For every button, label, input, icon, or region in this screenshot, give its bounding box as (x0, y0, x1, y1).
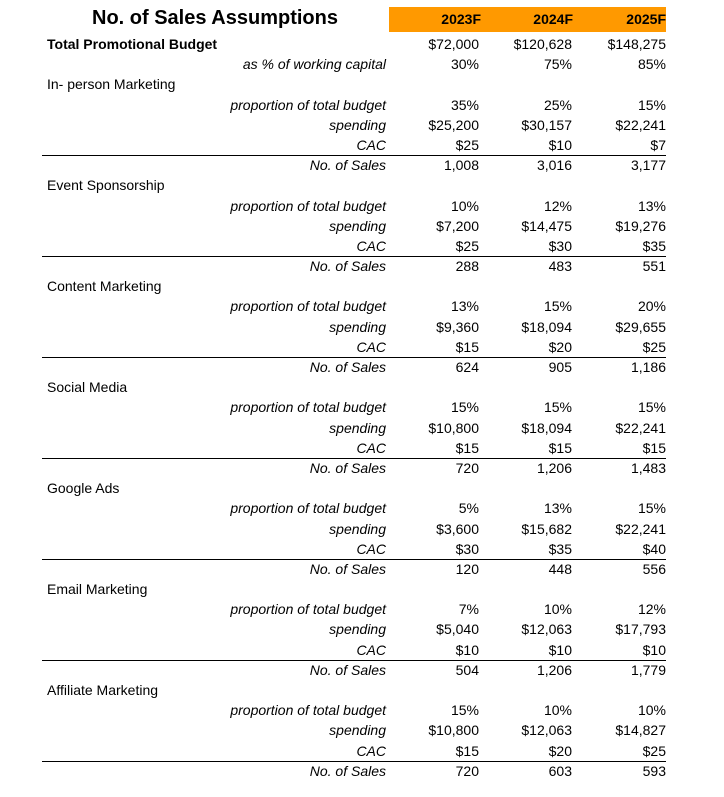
spending-value-2025F: $22,241 (615, 116, 666, 133)
section-header-row (0, 74, 724, 94)
cac-value-2025F: $15 (642, 439, 666, 456)
proportion-row (0, 196, 724, 216)
sales-label: No. of Sales (309, 359, 386, 375)
section-header-row (0, 377, 724, 397)
spending-value-2024F: $14,475 (521, 217, 572, 234)
pct-2023: 30% (450, 56, 479, 73)
cac-value-2023F: $10 (455, 641, 479, 658)
proportion-label: proportion of total budget (230, 399, 386, 416)
sales-value-2023F: 720 (455, 459, 479, 476)
cac-value-2025F: $7 (650, 136, 666, 153)
year-header-2023 (389, 7, 481, 32)
spending-label: spending (329, 116, 386, 133)
sales-value-2025F: 593 (642, 762, 666, 779)
sales-row (0, 761, 724, 781)
spending-value-2023F: $9,360 (436, 318, 479, 335)
year-2024-label: 2024F (533, 11, 573, 27)
spending-value-2023F: $25,200 (428, 116, 479, 133)
cac-value-2024F: $20 (548, 742, 572, 759)
proportion-value-2023F: 13% (450, 298, 479, 315)
spending-label: spending (329, 318, 386, 335)
sales-value-2025F: 3,177 (630, 157, 666, 174)
cac-value-2024F: $20 (548, 338, 572, 355)
cac-row (0, 539, 724, 559)
cac-value-2023F: $15 (455, 439, 479, 456)
sales-value-2023F: 1,008 (443, 157, 479, 174)
sales-label: No. of Sales (309, 560, 386, 577)
section-header-row (0, 478, 724, 498)
spending-value-2023F: $7,200 (436, 217, 479, 234)
section-name: Event Sponsorship (47, 177, 165, 194)
spending-value-2024F: $12,063 (521, 722, 572, 739)
spending-value-2023F: $5,040 (436, 621, 479, 638)
year-2025-label: 2025F (626, 11, 666, 27)
cac-value-2023F: $15 (455, 742, 479, 759)
section-name: Social Media (47, 379, 128, 396)
section-name: Google Ads (47, 480, 120, 497)
sales-label: No. of Sales (309, 661, 386, 678)
proportion-value-2025F: 12% (637, 601, 666, 618)
section-header-row (0, 680, 724, 700)
sales-value-2024F: 1,206 (536, 661, 572, 678)
cac-value-2024F: $15 (548, 439, 572, 456)
proportion-value-2024F: 15% (543, 298, 572, 315)
section-header-row (0, 276, 724, 296)
proportion-label: proportion of total budget (230, 702, 386, 719)
spending-label: spending (329, 520, 386, 537)
section-name: In- person Marketing (47, 76, 176, 93)
spending-value-2025F: $19,276 (615, 217, 666, 234)
cac-label: CAC (356, 237, 386, 254)
cac-value-2024F: $10 (548, 641, 572, 658)
cac-label: CAC (356, 136, 386, 153)
spending-row (0, 720, 724, 740)
spending-value-2023F: $10,800 (428, 419, 479, 436)
proportion-row (0, 498, 724, 518)
proportion-label: proportion of total budget (230, 197, 386, 214)
sales-value-2024F: 448 (548, 560, 572, 577)
total-budget-2023: $72,000 (428, 36, 479, 52)
pct-working-capital-row (0, 54, 724, 74)
cac-label: CAC (356, 439, 386, 456)
cac-value-2023F: $30 (455, 540, 479, 557)
spending-value-2024F: $18,094 (521, 318, 572, 335)
spending-row (0, 619, 724, 639)
section-name: Content Marketing (47, 278, 162, 295)
cac-row (0, 236, 724, 256)
spending-label: spending (329, 621, 386, 638)
proportion-label: proportion of total budget (230, 96, 386, 113)
sales-value-2025F: 1,483 (630, 459, 666, 476)
sales-row (0, 155, 724, 175)
proportion-value-2023F: 15% (450, 399, 479, 416)
sales-label: No. of Sales (309, 762, 386, 779)
proportion-value-2023F: 5% (458, 500, 479, 517)
proportion-value-2024F: 10% (543, 601, 572, 618)
proportion-value-2024F: 13% (543, 500, 572, 517)
cac-value-2025F: $10 (642, 641, 666, 658)
spending-value-2023F: $3,600 (436, 520, 479, 537)
proportion-value-2024F: 12% (543, 197, 572, 214)
spending-row (0, 418, 724, 438)
sales-value-2024F: 483 (548, 258, 572, 275)
proportion-row (0, 700, 724, 720)
cac-value-2025F: $25 (642, 338, 666, 355)
cac-label: CAC (356, 641, 386, 658)
sales-value-2023F: 720 (455, 762, 479, 779)
spending-row (0, 115, 724, 135)
sales-row (0, 660, 724, 680)
spending-value-2025F: $22,241 (615, 520, 666, 537)
sales-row (0, 256, 724, 276)
spending-value-2025F: $22,241 (615, 419, 666, 436)
sales-row (0, 458, 724, 478)
proportion-row (0, 95, 724, 115)
cac-value-2024F: $30 (548, 237, 572, 254)
cac-row (0, 337, 724, 357)
cac-value-2025F: $40 (642, 540, 666, 557)
proportion-value-2024F: 10% (543, 702, 572, 719)
spending-value-2024F: $12,063 (521, 621, 572, 638)
total-budget-2024: $120,628 (513, 36, 572, 52)
cac-value-2023F: $25 (455, 237, 479, 254)
sales-value-2025F: 551 (642, 258, 666, 275)
spending-label: spending (329, 722, 386, 739)
sales-value-2023F: 120 (455, 560, 479, 577)
pct-2024: 75% (543, 56, 572, 73)
cac-row (0, 135, 724, 155)
proportion-value-2023F: 10% (450, 197, 479, 214)
sales-row (0, 559, 724, 579)
spending-label: spending (329, 217, 386, 234)
sales-value-2023F: 504 (455, 661, 479, 678)
sales-value-2023F: 288 (455, 258, 479, 275)
total-budget-label: Total Promotional Budget (47, 36, 218, 52)
cac-value-2023F: $25 (455, 136, 479, 153)
proportion-label: proportion of total budget (230, 601, 386, 618)
section-name: Email Marketing (47, 581, 148, 598)
cac-value-2023F: $15 (455, 338, 479, 355)
cac-value-2024F: $35 (548, 540, 572, 557)
sales-value-2023F: 624 (455, 359, 479, 375)
sales-value-2024F: 905 (548, 359, 572, 375)
cac-value-2025F: $35 (642, 237, 666, 254)
sales-value-2025F: 1,186 (630, 359, 666, 375)
spending-value-2024F: $18,094 (521, 419, 572, 436)
spending-label: spending (329, 419, 386, 436)
proportion-value-2025F: 15% (637, 96, 666, 113)
pct-2025: 85% (637, 56, 666, 73)
total-budget-2025: $148,275 (607, 36, 666, 52)
cac-value-2024F: $10 (548, 136, 572, 153)
cac-label: CAC (356, 742, 386, 759)
pct-working-capital-label: as % of working capital (242, 56, 386, 73)
total-budget-row (0, 34, 724, 54)
sales-value-2025F: 1,779 (630, 661, 666, 678)
proportion-label: proportion of total budget (230, 298, 386, 315)
spending-row (0, 519, 724, 539)
proportion-value-2025F: 13% (637, 197, 666, 214)
section-header-row (0, 175, 724, 195)
year-2023-label: 2023F (441, 11, 481, 27)
spending-value-2025F: $29,655 (615, 318, 666, 335)
proportion-label: proportion of total budget (230, 500, 386, 517)
sales-value-2024F: 3,016 (536, 157, 572, 174)
proportion-value-2024F: 25% (543, 96, 572, 113)
section-name: Affiliate Marketing (47, 682, 159, 698)
cac-value-2025F: $25 (642, 742, 666, 759)
sales-value-2024F: 1,206 (536, 459, 572, 476)
proportion-value-2023F: 7% (458, 601, 479, 618)
sales-label: No. of Sales (309, 258, 386, 275)
proportion-value-2023F: 35% (450, 96, 479, 113)
cac-label: CAC (356, 540, 386, 557)
proportion-value-2023F: 15% (450, 702, 479, 719)
title-row (0, 0, 724, 30)
cac-row (0, 640, 724, 660)
sections-container (0, 74, 724, 781)
section-header-row (0, 579, 724, 599)
spending-value-2025F: $14,827 (615, 722, 666, 739)
cac-label: CAC (356, 338, 386, 355)
spending-value-2024F: $15,682 (521, 520, 572, 537)
proportion-row (0, 296, 724, 316)
cac-row (0, 438, 724, 458)
sales-label: No. of Sales (309, 157, 386, 174)
sales-value-2024F: 603 (548, 762, 572, 779)
proportion-value-2025F: 10% (637, 702, 666, 719)
spending-row (0, 216, 724, 236)
proportion-value-2025F: 15% (637, 500, 666, 517)
proportion-value-2025F: 20% (637, 298, 666, 315)
year-header-2024 (481, 7, 573, 32)
spending-row (0, 317, 724, 337)
spending-value-2023F: $10,800 (428, 722, 479, 739)
sales-row (0, 357, 724, 377)
sales-label: No. of Sales (309, 459, 386, 476)
sales-value-2025F: 556 (642, 560, 666, 577)
cac-row (0, 741, 724, 761)
spending-value-2025F: $17,793 (615, 621, 666, 638)
spending-value-2024F: $30,157 (521, 116, 572, 133)
proportion-value-2025F: 15% (637, 399, 666, 416)
proportion-value-2024F: 15% (543, 399, 572, 416)
proportion-row (0, 599, 724, 619)
year-header-2025 (573, 7, 666, 32)
sheet-title: No. of Sales Assumptions (92, 7, 338, 29)
proportion-row (0, 397, 724, 417)
